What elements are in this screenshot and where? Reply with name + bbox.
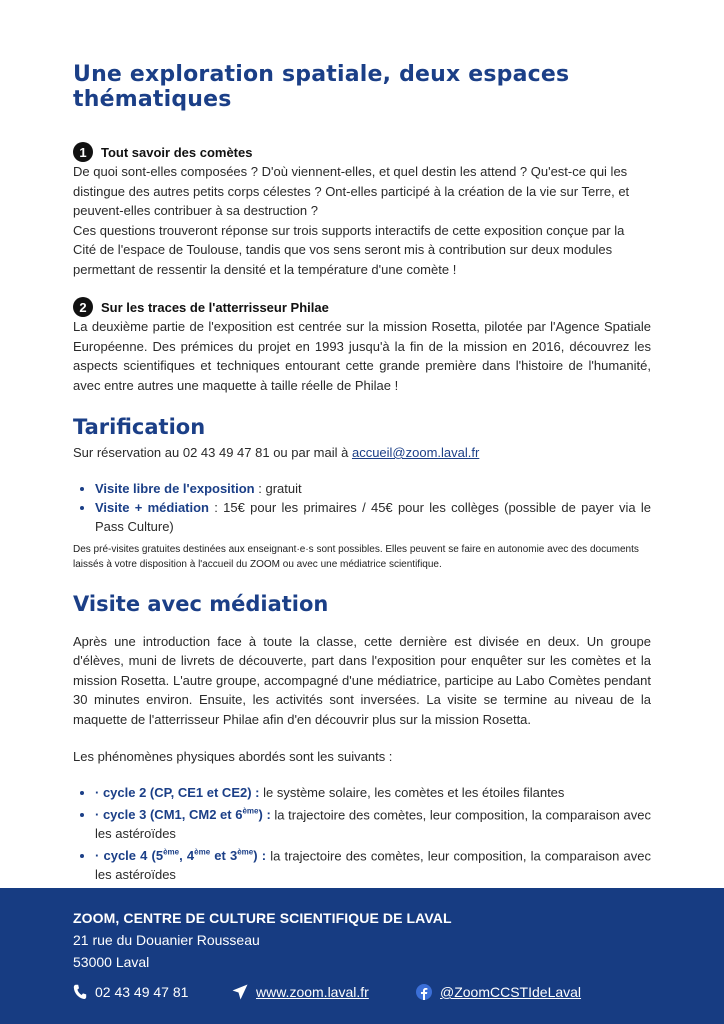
footer-phone[interactable]: [73, 984, 188, 1000]
facebook-icon: [416, 984, 432, 1000]
list-item: [95, 783, 651, 802]
cycle-label-part: · cycle 3 (CM1, CM2 et 6: [95, 806, 243, 822]
section2-para1: La deuxième partie de l'exposition est centrée sur la mission Rosetta, pilotée par l'Agence Spatiale Européenne. Des prémices du projet en 1993 jusqu'à la fin de la mission en 2016, découvrez les aspects scientifiques et techniques entourant cette grande première dans l'histoire de l'humanité, avec entre autres une maquette à taille réelle de Philae !: [73, 319, 651, 393]
cycle-label: [95, 807, 271, 822]
cycle-text: la trajectoire des comètes, leur composition, la comparaison avec les astéroïdes: [95, 806, 651, 841]
reservation-line: [73, 443, 651, 463]
page-title: Une exploration spatiale, deux espaces thématiques: [73, 62, 570, 112]
mediation-heading: Visite avec médiation: [73, 591, 329, 616]
footer-website[interactable]: [232, 984, 369, 1000]
cycle-label-part: · cycle 4 (5: [95, 848, 164, 864]
section2-header: [73, 297, 651, 317]
list-item: [95, 843, 651, 884]
price-label: Visite libre de l'exposition: [95, 480, 255, 496]
facebook-handle[interactable]: @ZoomCCSTIdeLaval: [440, 984, 582, 1000]
tarification-heading: Tarification: [73, 415, 206, 439]
send-icon: [232, 984, 248, 1000]
number-badge-2: 2: [73, 297, 93, 317]
cycle-label-part: ) :: [258, 806, 271, 822]
phone-icon: [73, 984, 87, 1000]
cycle-label-part: , 4: [179, 848, 195, 864]
footer-address-line2: 53000 Laval: [73, 954, 150, 970]
superscript: ème: [237, 847, 254, 857]
mediation-para2: Les phénomènes physiques abordés sont les suivants :: [73, 749, 393, 764]
website-link[interactable]: www.zoom.laval.fr: [256, 984, 369, 1000]
section1-title: Tout savoir des comètes: [101, 144, 253, 160]
cycles-list: [73, 783, 651, 885]
cycle-text: la trajectoire des comètes, leur composition, la comparaison avec les astéroïdes: [95, 848, 651, 883]
previsit-note: Des pré-visites gratuites destinées aux enseignant·e·s sont possibles. Elles peuvent se faire en autonomie avec des documents laissés à votre disposition à l'accueil du ZOOM ou avec une médiatrice scientifique.: [73, 543, 639, 570]
section1-para1: De quoi sont-elles composées ? D'où viennent-elles, et quel destin les attend ? Qu'est-ce qui les distingue des autres petits corps célestes ? Ont-elles participé à la création de la vie sur Terre, et peuvent-elles contribuer à sa destruction ?: [73, 164, 630, 218]
superscript: ème: [194, 847, 211, 857]
footer-org-name: ZOOM, CENTRE DE CULTURE SCIENTIFIQUE DE LAVAL: [73, 910, 452, 926]
cycle-text: le système solaire, les comètes et les étoiles filantes: [259, 784, 565, 800]
superscript: ème: [242, 806, 259, 816]
list-item: [95, 479, 651, 498]
section1-para2: Ces questions trouveront réponse sur trois supports interactifs de cette exposition conçue par la Cité de l'espace de Toulouse, tandis que vos sens seront mis à contribution sur deux modules permettant de ressentir la densité et la température d'une comète !: [73, 222, 625, 277]
main-content: [73, 62, 651, 884]
section2-title: Sur les traces de l'atterrisseur Philae: [101, 299, 329, 315]
pricing-list: [73, 479, 651, 536]
number-badge-1: 1: [73, 142, 93, 162]
cycle-label: [95, 848, 266, 863]
cycle-label-part: et 3: [210, 848, 238, 864]
phone-number: 02 43 49 47 81: [95, 984, 189, 1000]
footer-facebook[interactable]: [416, 984, 581, 1000]
cycle-label: · cycle 2 (CP, CE1 et CE2) :: [95, 784, 260, 800]
price-text: : 15€ pour les primaires / 45€ pour les collèges (possible de payer via le Pass Culture): [95, 499, 651, 534]
section1-header: [73, 142, 651, 162]
price-text: : gratuit: [254, 480, 302, 496]
list-item: [95, 498, 651, 536]
mediation-para1: Après une introduction face à toute la classe, cette dernière est divisée en deux. Un groupe d'élèves, muni de livrets de découverte, part dans l'exposition pour enquêter sur les comètes et la mission Rosetta. L'autre groupe, accompagné d'une médiatrice, participe au Labo Comètes pendant 30 minutes environ. Ensuite, les activités sont inversées. La visite se termine au niveau de la maquette de l'atterrisseur Philae afin d'en découvrir plus sur la mission Rosetta.: [73, 633, 651, 727]
footer: [0, 888, 724, 1024]
price-label: Visite + médiation: [95, 499, 209, 515]
footer-address-line1: 21 rue du Douanier Rousseau: [73, 932, 260, 948]
reservation-text: Sur réservation au 02 43 49 47 81 ou par mail à: [73, 445, 352, 460]
list-item: [95, 802, 651, 843]
email-link[interactable]: accueil@zoom.laval.fr: [351, 445, 480, 460]
cycle-label-part: ) :: [253, 848, 267, 864]
superscript: ème: [163, 847, 180, 857]
